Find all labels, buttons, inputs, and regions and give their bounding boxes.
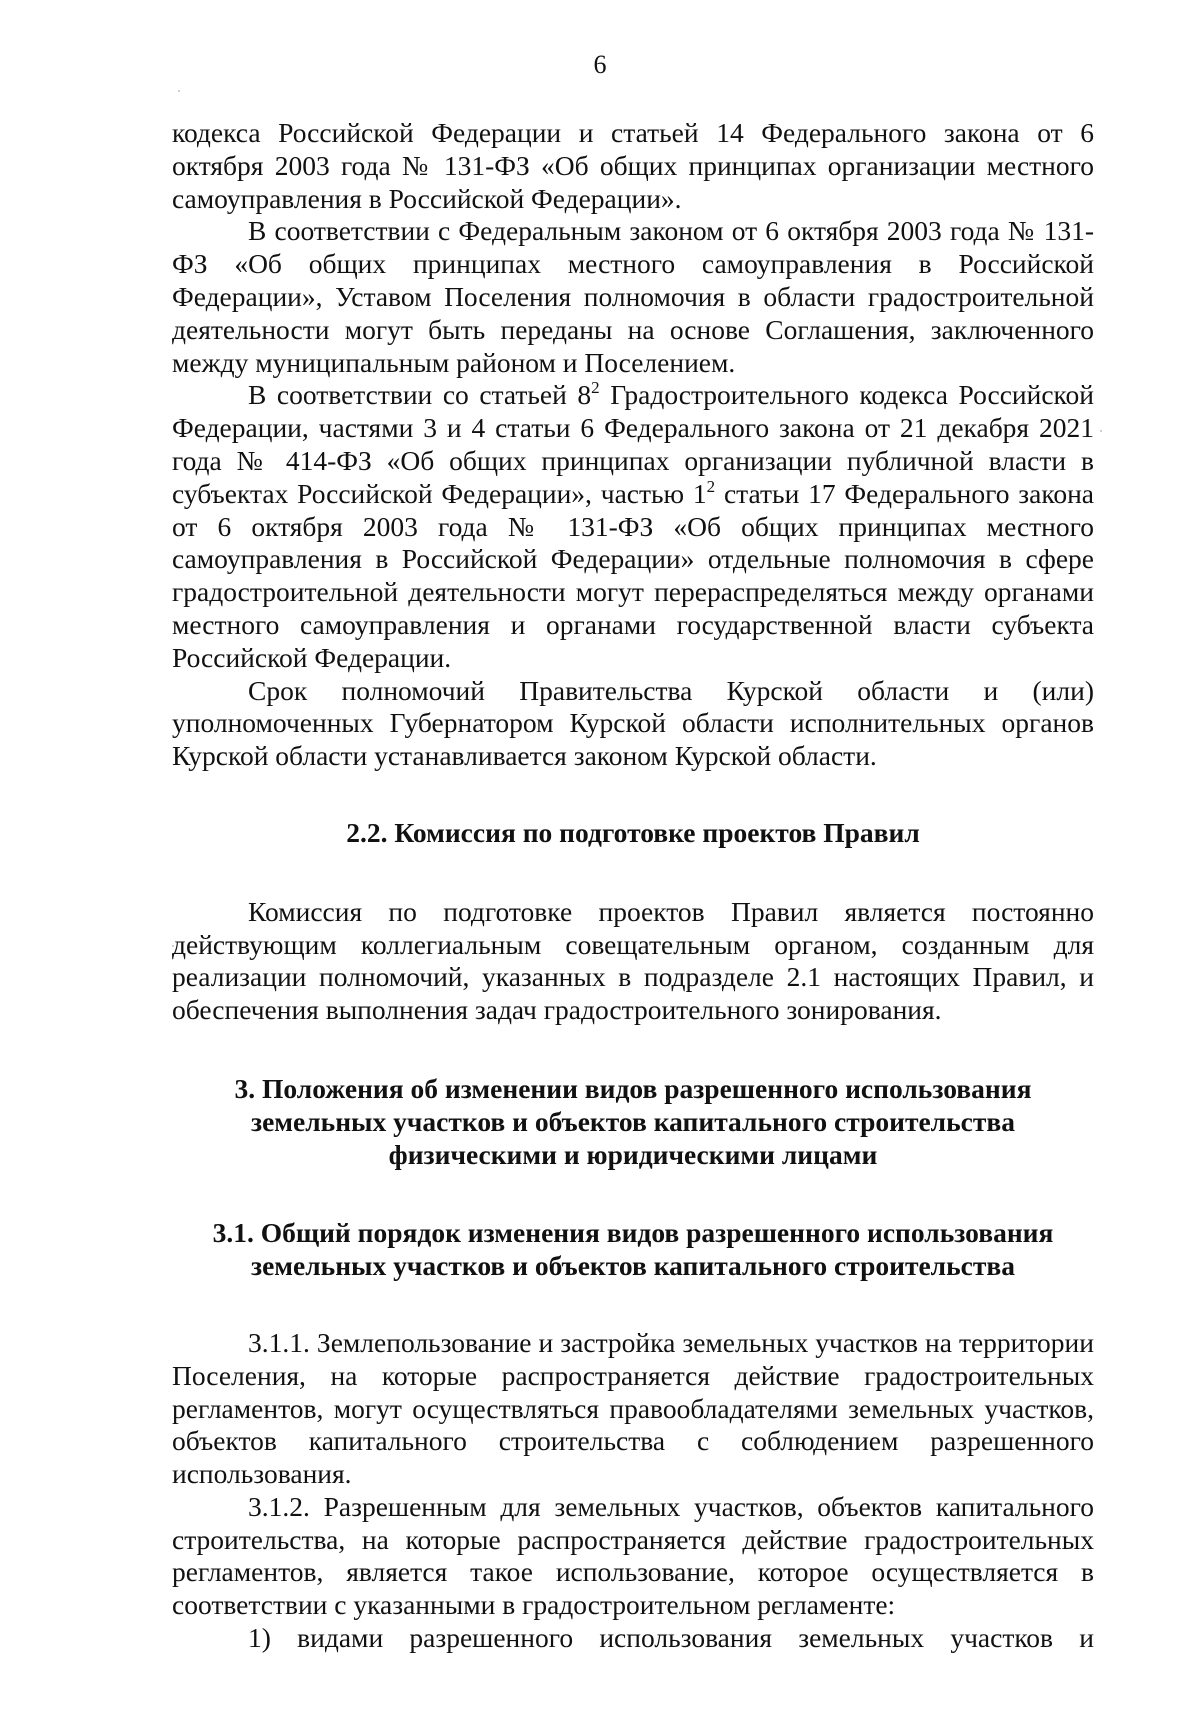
spacer <box>172 1171 1094 1217</box>
page-number: 6 <box>593 50 607 79</box>
superscript: 2 <box>706 476 716 496</box>
paragraph-3-1-1: 3.1.1. Землепользование и застройка земельных участков на территории Поселения, на которые распространяется действие градостроительных регламентов, могут осуществляться правообладателями земельных участков, объектов капитального строительства с соблюдением разрешенного использования. <box>172 1326 1094 1490</box>
paragraph-text-part: Градостроительного кодекса Российской Федерации, частями 3 и 4 статьи 6 Федерального закона от 21 декабря 2021 года № 414-ФЗ «Об общих принципах организации публичной власти в субъектах Российской Федерации», частью 1 <box>172 379 1094 509</box>
spacer <box>172 1027 1094 1073</box>
scan-artifact <box>178 90 180 92</box>
section-heading-3 <box>172 1073 1094 1171</box>
superscript: 2 <box>591 378 600 398</box>
paragraph-commission: Комиссия по подготовке проектов Правил является постоянно действующим коллегиальным совещательным органом, созданным для реализации полномочий, указанных в подразделе 2.1 настоящих Правил, и обеспечения выполнения задач градостроительного зонирования. <box>172 895 1094 1026</box>
paragraph-redistribution <box>172 379 1094 674</box>
heading-line: физическими и юридическими лицами <box>388 1138 878 1170</box>
heading-line: земельных участков и объектов капитального строительства <box>251 1250 1015 1282</box>
paragraph-term-of-powers: Срок полномочий Правительства Курской области и (или) уполномоченных Губернатором Курской области исполнительных органов Курской области устанавливается законом Курской области. <box>172 674 1094 772</box>
paragraph-continuation: кодекса Российской Федерации и статьей 14 Федерального закона от 6 октября 2003 года № 131-ФЗ «Об общих принципах организации местного самоуправления в Российской Федерации». <box>172 117 1094 214</box>
spacer <box>172 1283 1094 1327</box>
heading-line: земельных участков и объектов капитального строительства <box>251 1105 1015 1137</box>
list-item-1: 1) видами разрешенного использования земельных участков и <box>248 1622 1094 1654</box>
paragraph-3-1-2: 3.1.2. Разрешенным для земельных участков, объектов капитального строительства, на которые распространяется действие градостроительных регламентов, является такое использование, которое осуществляется в соответствии с указанными в градостроительном регламенте: <box>172 1490 1094 1621</box>
section-heading-3-1 <box>172 1217 1094 1283</box>
heading-line: 3.1. Общий порядок изменения видов разрешенного использования <box>212 1217 1054 1249</box>
spacer <box>172 850 1094 896</box>
section-heading-2-2: 2.2. Комиссия по подготовке проектов Правил <box>346 816 920 848</box>
paragraph-text-part: В соответствии со статьей 8 <box>248 379 592 411</box>
heading-line: 3. Положения об изменении видов разрешенного использования <box>234 1072 1032 1104</box>
paragraph-powers-transfer: В соответствии с Федеральным законом от 6 октября 2003 года № 131-ФЗ «Об общих принципах местного самоуправления в Российской Федерации», Уставом Поселения полномочия в области градостроительной деятельности могут быть переданы на основе Соглашения, заключенного между муниципальным районом и Поселением. <box>172 215 1094 378</box>
scan-artifact <box>1100 430 1102 432</box>
document-body <box>172 117 1094 1655</box>
spacer <box>172 773 1094 817</box>
paragraph-text-part: статьи 17 Федерального закона от 6 октября 2003 года № 131-ФЗ «Об общих принципах местного самоуправления в Российской Федерации» отдельные полномочия в сфере градостроительной деятельности могут перераспределяться между органами местного самоуправления и органами государственной власти субъекта Российской Федерации. <box>172 477 1094 673</box>
